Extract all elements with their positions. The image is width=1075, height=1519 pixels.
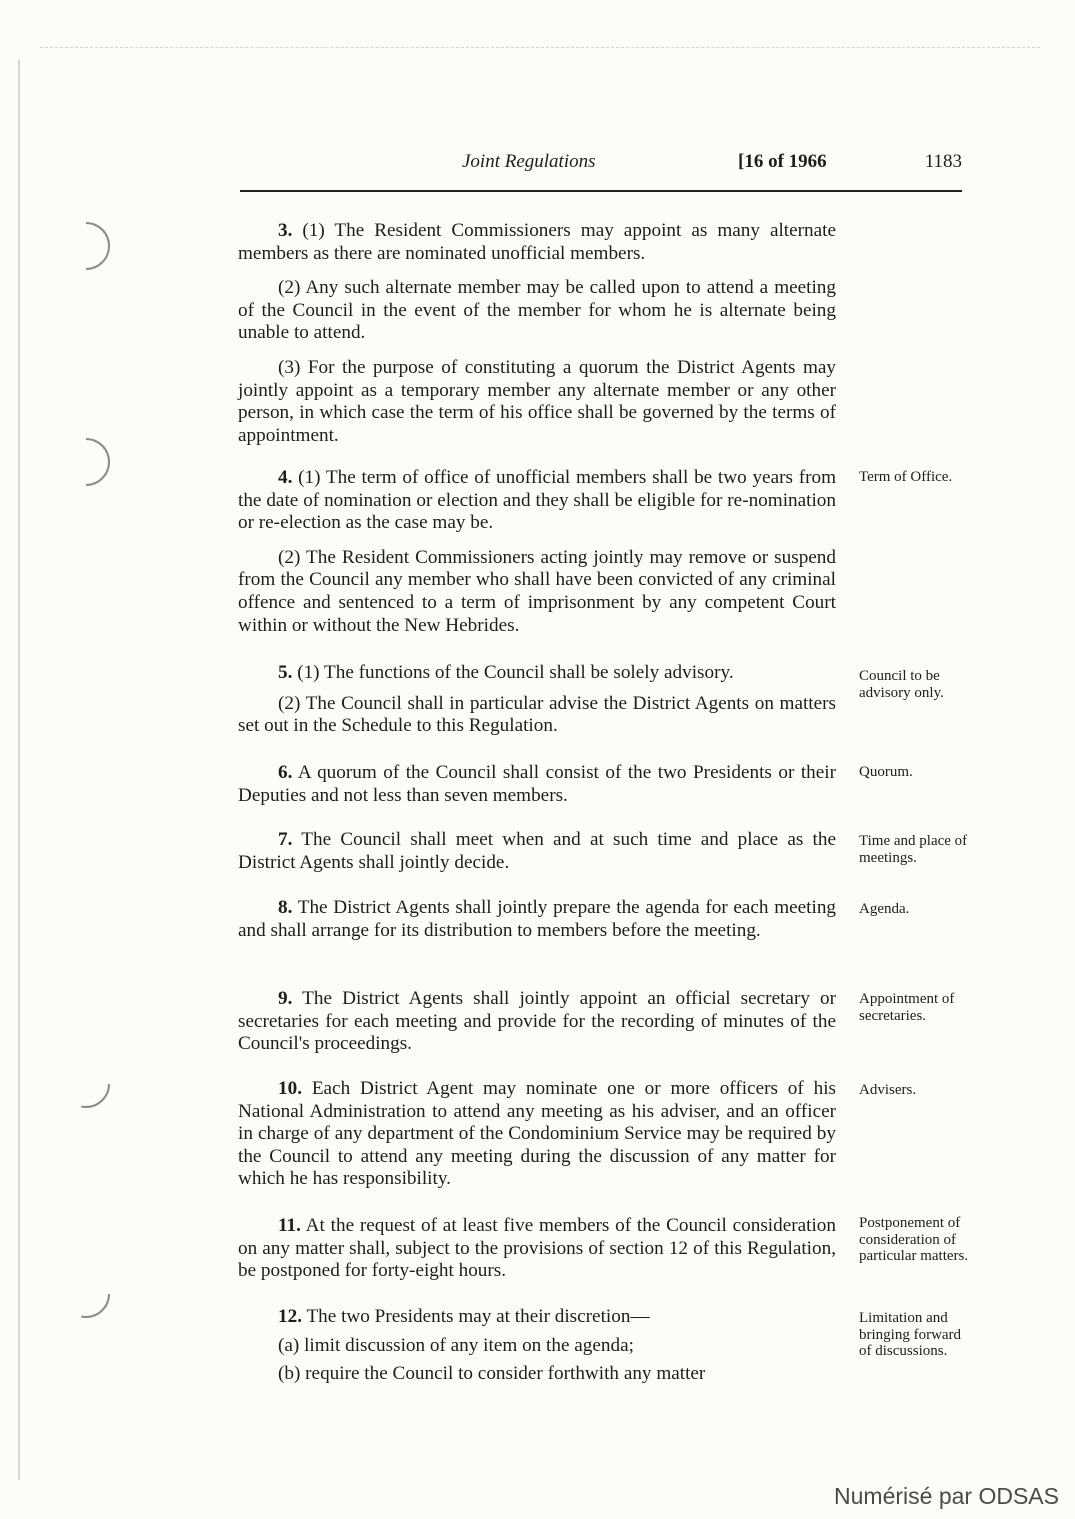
paragraph-text: (1) The Resident Commissioners may appoint as many alternate members as there are nominated unofficial members. (238, 220, 836, 264)
paragraph (238, 762, 836, 807)
section-number: 8. (278, 897, 293, 918)
page-edge (18, 60, 20, 1480)
paragraph (238, 357, 836, 447)
section-number: 10. (278, 1078, 302, 1099)
marginal-note: Postponement of consideration of particular matters. (859, 1215, 969, 1264)
marginal-note: Time and place of meetings. (859, 833, 968, 866)
section-number: 5. (278, 662, 293, 683)
marginal-note: Agenda. (859, 901, 910, 917)
paragraph (238, 897, 836, 942)
paragraph (238, 988, 836, 1056)
marginal-note: Advisers. (859, 1082, 917, 1098)
paragraph-text: (1) The term of office of unofficial members shall be two years from the date of nomination or election and they shall be eligible for re-nomination or re-election as the case may be. (238, 467, 836, 534)
paragraph (238, 220, 836, 265)
paragraph (238, 547, 836, 637)
section-6 (238, 762, 836, 819)
paragraph (238, 829, 836, 874)
paragraph-text: (2) The Resident Commissioners acting jointly may remove or suspend from the Council any member who shall have been convicted of any criminal offence and sentenced to a term of imprisonment by any competent Court within or without the New Hebrides. (238, 546, 836, 636)
punch-hole (62, 438, 110, 486)
marginal-note: Limitation and bringing forward of discussions. (859, 1310, 962, 1359)
section-10 (238, 1078, 836, 1203)
header-title: Joint Regulations (462, 151, 596, 172)
paragraph-text: (3) For the purpose of constituting a quorum the District Agents may jointly appoint as a temporary member any alternate member or any other person, in which case the term of his office shall be governed by the terms of appointment. (238, 356, 836, 446)
section-5 (238, 662, 836, 750)
section-number: 11. (278, 1215, 301, 1236)
section-number: 6. (278, 762, 293, 783)
section-4 (238, 467, 836, 649)
marginal-note: Term of Office. (859, 469, 953, 485)
paragraph (238, 1215, 836, 1283)
paragraph-text: The District Agents shall jointly prepare the agenda for each meeting and shall arrange for its distribution to members before the meeting. (238, 897, 837, 941)
paragraph-text: A quorum of the Council shall consist of the two Presidents or their Deputies and not less than seven members. (238, 762, 836, 806)
paragraph (238, 277, 836, 345)
section-11 (238, 1215, 836, 1295)
punch-hole (62, 1270, 110, 1318)
section-7 (238, 829, 836, 886)
section-number: 4. (278, 467, 293, 488)
section-number: 12. (278, 1306, 302, 1327)
header-act-number: [16 of 1966 (738, 151, 827, 172)
paragraph-text: The two Presidents may at their discretion— (306, 1306, 650, 1327)
page-number: 1183 (924, 151, 962, 172)
paragraph (238, 467, 836, 535)
marginal-note: Quorum. (859, 764, 913, 780)
paragraph (238, 693, 836, 738)
paragraph (238, 1306, 836, 1329)
paragraph-text: (2) Any such alternate member may be called upon to attend a meeting of the Council in the event of the member for whom he is alternate being unable to attend. (238, 277, 836, 344)
header-rule (240, 190, 962, 192)
marginal-note: Appointment of secretaries. (859, 991, 955, 1024)
list-item: (a) limit discussion of any item on the agenda; (278, 1334, 634, 1356)
marginal-note: Council to be advisory only. (859, 668, 944, 701)
paragraph-text: (1) The functions of the Council shall be solely advisory. (297, 662, 734, 683)
paragraph-text: The District Agents shall jointly appoint an official secretary or secretaries for each meeting and provide for the recording of minutes of the Council's proceedings. (238, 988, 837, 1055)
punch-hole (62, 222, 110, 270)
section-12 (238, 1306, 836, 1392)
running-header (240, 151, 962, 177)
paragraph (238, 662, 836, 685)
section-8 (238, 897, 836, 954)
section-3 (238, 220, 836, 459)
paragraph-text: The Council shall meet when and at such time and place as the District Agents shall jointly decide. (238, 829, 836, 873)
list-item: (b) require the Council to consider forthwith any matter (278, 1363, 706, 1385)
digitization-stamp: Numérisé par ODSAS (834, 1483, 1059, 1509)
section-9 (238, 988, 836, 1068)
punch-hole (62, 1060, 110, 1108)
paragraph (238, 1078, 836, 1191)
paragraph-text: (2) The Council shall in particular advise the District Agents on matters set out in the Schedule to this Regulation. (238, 692, 836, 737)
section-number: 7. (278, 829, 293, 850)
paragraph-text: Each District Agent may nominate one or more officers of his National Administration to attend any meeting as his adviser, and an officer in charge of any department of the Condominium Service may be required by the Council to attend any meeting during the discussion of any matter for which he has responsibility. (238, 1078, 836, 1190)
section-number: 9. (278, 988, 293, 1009)
section-number: 3. (278, 220, 293, 241)
paragraph-text: At the request of at least five members of the Council consideration on any matter shall, subject to the provisions of section 12 of this Regulation, be postponed for forty-eight hours. (238, 1215, 836, 1282)
page-top-edge (40, 47, 1040, 48)
